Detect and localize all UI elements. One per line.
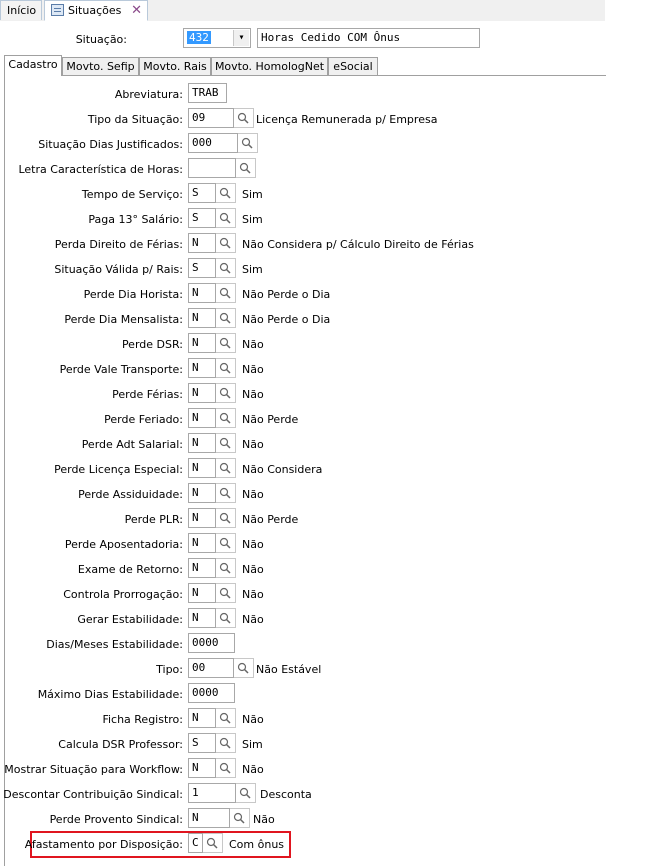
tab-movto-rais[interactable]: Movto. Rais xyxy=(139,57,211,75)
paga-13-salario-desc: Sim xyxy=(242,213,263,226)
perde-feriado-field[interactable]: N xyxy=(188,408,216,428)
paga-13-salario-label: Paga 13° Salário: xyxy=(88,213,183,226)
perda-direito-ferias-field[interactable]: N xyxy=(188,233,216,253)
situacao-header xyxy=(0,21,605,55)
exame-retorno-desc: Não xyxy=(242,563,264,576)
perde-dia-horista-field[interactable]: N xyxy=(188,283,216,303)
tab-esocial[interactable]: eSocial xyxy=(328,57,378,75)
controla-prorrogacao-label: Controla Prorrogação: xyxy=(63,588,183,601)
search-icon[interactable] xyxy=(234,108,254,128)
abreviatura-field[interactable]: TRAB xyxy=(188,83,227,103)
tab-situacoes[interactable] xyxy=(44,0,148,21)
ficha-registro-field[interactable]: N xyxy=(188,708,216,728)
perde-vale-transporte-field[interactable]: N xyxy=(188,358,216,378)
search-icon[interactable] xyxy=(216,433,236,453)
search-icon[interactable] xyxy=(216,533,236,553)
perde-licenca-especial-field[interactable]: N xyxy=(188,458,216,478)
perde-plr-label: Perde PLR: xyxy=(124,513,183,526)
search-icon[interactable] xyxy=(216,258,236,278)
dias-meses-estabilidade-label: Dias/Meses Estabilidade: xyxy=(46,638,183,651)
abreviatura-label: Abreviatura: xyxy=(114,88,183,101)
perda-direito-ferias-label: Perda Direito de Férias: xyxy=(54,238,183,251)
mostrar-situacao-workflow-label: Mostrar Situação para Workflow: xyxy=(4,763,183,776)
situacao-valida-rais-desc: Sim xyxy=(242,263,263,276)
paga-13-salario-field[interactable]: S xyxy=(188,208,216,228)
gerar-estabilidade-desc: Não xyxy=(242,613,264,626)
perde-provento-sindical-field[interactable]: N xyxy=(188,808,230,828)
situacao-dias-justificados-label: Situação Dias Justificados: xyxy=(38,138,183,151)
tab-situacoes-label: Situações xyxy=(68,4,122,17)
maximo-dias-estabilidade-label: Máximo Dias Estabilidade: xyxy=(37,688,183,701)
perde-dia-mensalista-label: Perde Dia Mensalista: xyxy=(64,313,183,326)
perde-ferias-label: Perde Férias: xyxy=(112,388,183,401)
search-icon[interactable] xyxy=(216,483,236,503)
search-icon[interactable] xyxy=(216,508,236,528)
descontar-contribuicao-sindical-desc: Desconta xyxy=(260,788,312,801)
search-icon[interactable] xyxy=(216,558,236,578)
situacao-code: 432 xyxy=(189,31,209,44)
perde-feriado-desc: Não Perde xyxy=(242,413,299,426)
perde-adt-salarial-desc: Não xyxy=(242,438,264,451)
search-icon[interactable] xyxy=(203,833,223,853)
perde-provento-sindical-label: Perde Provento Sindical: xyxy=(49,813,183,826)
calcula-dsr-professor-label: Calcula DSR Professor: xyxy=(58,738,183,751)
form-tab-bar xyxy=(0,55,605,75)
form-icon xyxy=(51,4,64,16)
perde-feriado-label: Perde Feriado: xyxy=(104,413,183,426)
search-icon[interactable] xyxy=(216,283,236,303)
search-icon[interactable] xyxy=(216,333,236,353)
perde-plr-desc: Não Perde xyxy=(242,513,299,526)
perde-vale-transporte-desc: Não xyxy=(242,363,264,376)
perde-assiduidade-desc: Não xyxy=(242,488,264,501)
search-icon[interactable] xyxy=(216,408,236,428)
descontar-contribuicao-sindical-field[interactable]: 1 xyxy=(188,783,236,803)
search-icon[interactable] xyxy=(216,183,236,203)
afastamento-por-disposicao-field[interactable]: C xyxy=(188,833,203,853)
letra-caracteristica-label: Letra Característica de Horas: xyxy=(18,163,183,176)
mostrar-situacao-workflow-field[interactable]: N xyxy=(188,758,216,778)
perde-dia-horista-desc: Não Perde o Dia xyxy=(242,288,331,301)
search-icon[interactable] xyxy=(216,208,236,228)
situacao-valida-rais-label: Situação Válida p/ Rais: xyxy=(54,263,183,276)
tab-movto-homolognet[interactable]: Movto. HomologNet xyxy=(211,57,328,75)
descontar-contribuicao-sindical-label: Descontar Contribuição Sindical: xyxy=(3,788,183,801)
search-icon[interactable] xyxy=(238,133,258,153)
exame-retorno-label: Exame de Retorno: xyxy=(77,563,183,576)
search-icon[interactable] xyxy=(216,383,236,403)
search-icon[interactable] xyxy=(236,158,256,178)
afastamento-por-disposicao-label: Afastamento por Disposição: xyxy=(24,838,183,851)
search-icon[interactable] xyxy=(230,808,250,828)
situacao-description-field[interactable]: Horas Cedido COM Ônus xyxy=(257,28,480,48)
perda-direito-ferias-desc: Não Considera p/ Cálculo Direito de Férias xyxy=(242,238,474,251)
search-icon[interactable] xyxy=(216,458,236,478)
perde-dsr-field[interactable]: N xyxy=(188,333,216,353)
calcula-dsr-professor-desc: Sim xyxy=(242,738,263,751)
search-icon[interactable] xyxy=(216,308,236,328)
mostrar-situacao-workflow-desc: Não xyxy=(242,763,264,776)
perde-licenca-especial-label: Perde Licença Especial: xyxy=(54,463,183,476)
afastamento-por-disposicao-desc: Com ônus xyxy=(229,838,285,851)
tipo-situacao-desc: Licença Remunerada p/ Empresa xyxy=(256,113,438,126)
perde-ferias-desc: Não xyxy=(242,388,264,401)
exame-retorno-field[interactable]: N xyxy=(188,558,216,578)
perde-dsr-label: Perde DSR: xyxy=(121,338,183,351)
gerar-estabilidade-label: Gerar Estabilidade: xyxy=(77,613,183,626)
perde-dia-mensalista-field[interactable]: N xyxy=(188,308,216,328)
tab-cadastro[interactable]: Cadastro xyxy=(4,55,62,76)
ficha-registro-desc: Não xyxy=(242,713,264,726)
situacao-label: Situação: xyxy=(75,33,127,46)
perde-assiduidade-field[interactable]: N xyxy=(188,483,216,503)
search-icon[interactable] xyxy=(216,583,236,603)
close-icon[interactable]: ✕ xyxy=(131,3,142,18)
search-icon[interactable] xyxy=(216,758,236,778)
perde-provento-sindical-desc: Não xyxy=(253,813,275,826)
search-icon[interactable] xyxy=(216,733,236,753)
situacao-select[interactable] xyxy=(183,28,251,48)
perde-aposentadoria-label: Perde Aposentadoria: xyxy=(64,538,183,551)
situacao-valida-rais-field[interactable]: S xyxy=(188,258,216,278)
perde-adt-salarial-label: Perde Adt Salarial: xyxy=(81,438,183,451)
chevron-down-icon[interactable]: ▾ xyxy=(233,30,249,46)
perde-ferias-field[interactable]: N xyxy=(188,383,216,403)
dias-meses-estabilidade-field[interactable]: 0000 xyxy=(188,633,235,653)
tipo-situacao-field[interactable]: 09 xyxy=(188,108,234,128)
perde-adt-salarial-field[interactable]: N xyxy=(188,433,216,453)
tipo-estabilidade-desc: Não Estável xyxy=(256,663,322,676)
maximo-dias-estabilidade-field[interactable]: 0000 xyxy=(188,683,235,703)
perde-assiduidade-label: Perde Assiduidade: xyxy=(78,488,183,501)
search-icon[interactable] xyxy=(216,708,236,728)
search-icon[interactable] xyxy=(216,358,236,378)
perde-licenca-especial-desc: Não Considera xyxy=(242,463,323,476)
tipo-estabilidade-field[interactable]: 00 xyxy=(188,658,234,678)
perde-aposentadoria-desc: Não xyxy=(242,538,264,551)
ficha-registro-label: Ficha Registro: xyxy=(102,713,183,726)
search-icon[interactable] xyxy=(216,233,236,253)
document-tab-bar xyxy=(0,0,605,22)
tab-inicio[interactable]: Início xyxy=(0,0,42,20)
tab-movto-sefip[interactable]: Movto. Sefip xyxy=(62,57,139,75)
situacao-dias-justificados-field[interactable]: 000 xyxy=(188,133,238,153)
search-icon[interactable] xyxy=(236,783,256,803)
tipo-estabilidade-label: Tipo: xyxy=(156,663,183,676)
perde-dsr-desc: Não xyxy=(242,338,264,351)
controla-prorrogacao-desc: Não xyxy=(242,588,264,601)
perde-aposentadoria-field[interactable]: N xyxy=(188,533,216,553)
calcula-dsr-professor-field[interactable]: S xyxy=(188,733,216,753)
tipo-situacao-label: Tipo da Situação: xyxy=(87,113,183,126)
search-icon[interactable] xyxy=(216,608,236,628)
tempo-servico-field[interactable]: S xyxy=(188,183,216,203)
perde-vale-transporte-label: Perde Vale Transporte: xyxy=(59,363,183,376)
perde-dia-horista-label: Perde Dia Horista: xyxy=(83,288,183,301)
perde-dia-mensalista-desc: Não Perde o Dia xyxy=(242,313,331,326)
tempo-servico-label: Tempo de Serviço: xyxy=(81,188,183,201)
perde-plr-field[interactable]: N xyxy=(188,508,216,528)
search-icon[interactable] xyxy=(234,658,254,678)
controla-prorrogacao-field[interactable]: N xyxy=(188,583,216,603)
letra-caracteristica-field[interactable] xyxy=(188,158,236,178)
tempo-servico-desc: Sim xyxy=(242,188,263,201)
gerar-estabilidade-field[interactable]: N xyxy=(188,608,216,628)
